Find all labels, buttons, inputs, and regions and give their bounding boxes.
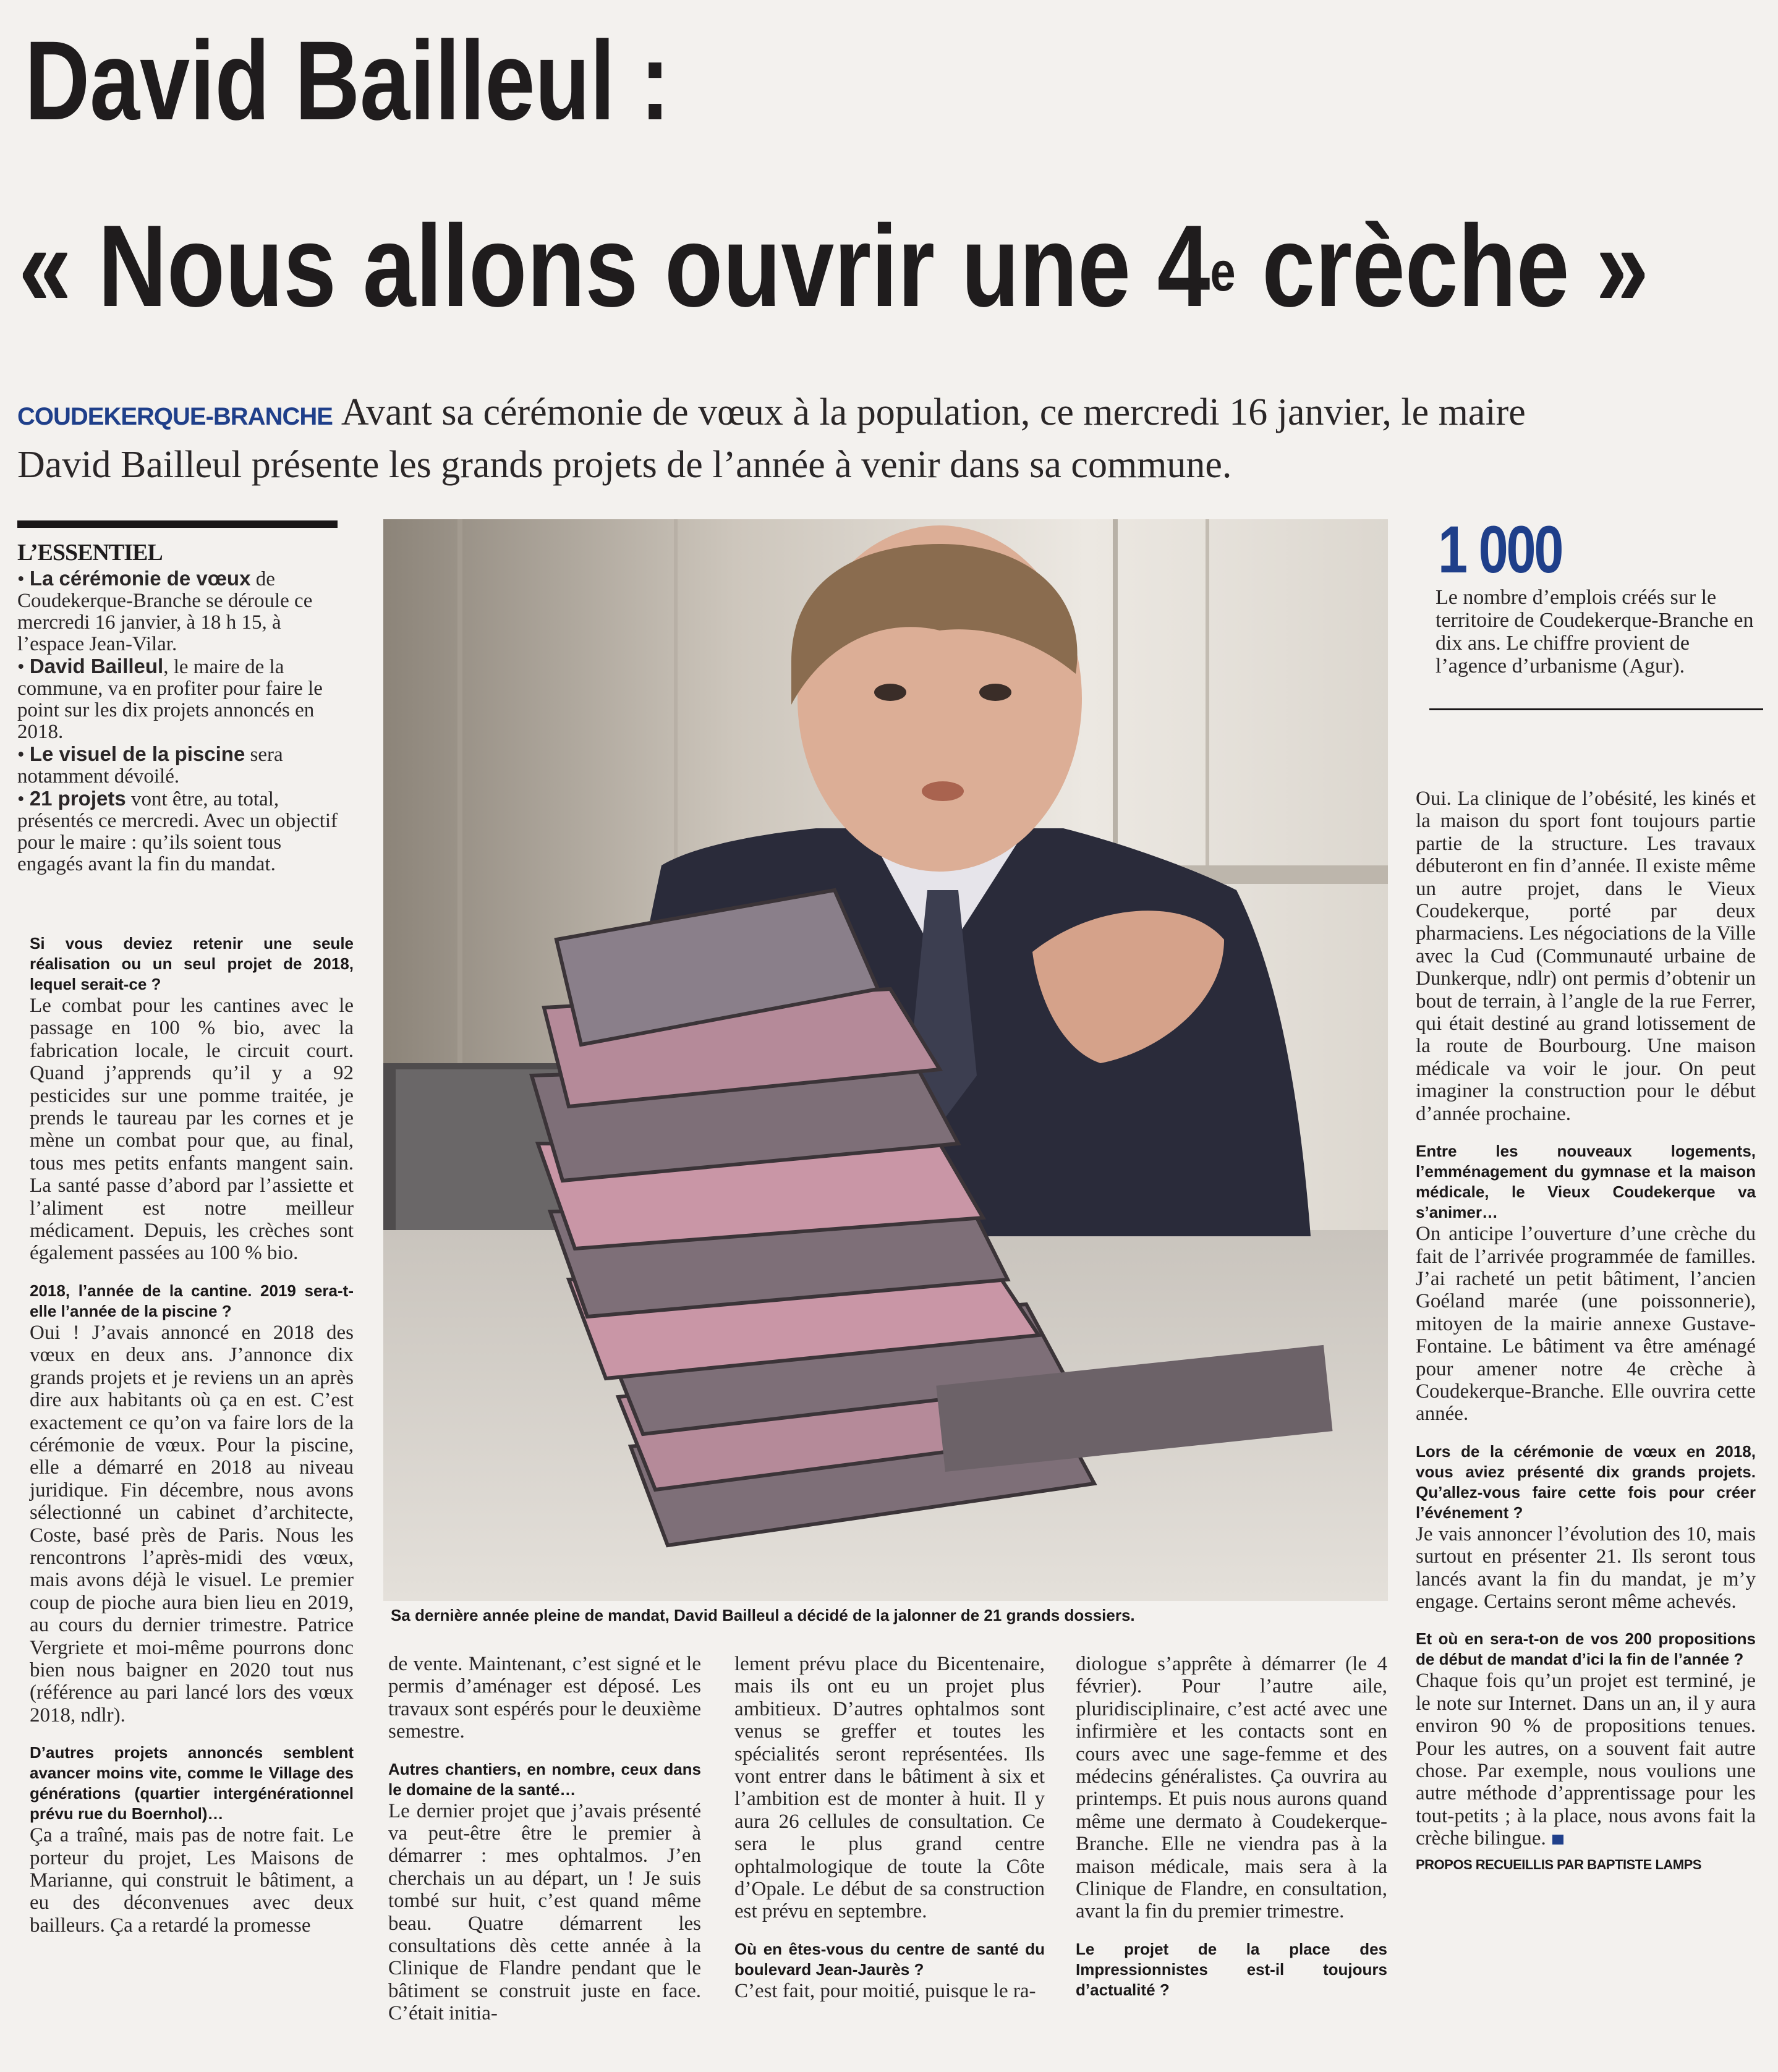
article-column-3 bbox=[734, 1653, 1045, 2002]
key-figure: 1 000 bbox=[1438, 512, 1562, 587]
headline-line2-end: crèche » bbox=[1235, 201, 1649, 331]
headline-line2-start: « Nous allons ouvrir une 4 bbox=[19, 201, 1210, 331]
sidebar-rule bbox=[1429, 708, 1763, 710]
headline-line1: David Bailleul : bbox=[25, 17, 670, 143]
essentiel-item: • Le visuel de la piscine sera notamment dévoilé. bbox=[17, 742, 283, 788]
interview-question: D’autres projets annoncés semblent avancer moins vite, comme le Village des générations (quartier intergénérationnel prévu rue du Boernhol)… bbox=[30, 1743, 354, 1824]
interview-question: 2018, l’année de la cantine. 2019 sera-t-elle l’année de la piscine ? bbox=[30, 1281, 354, 1320]
interview-answer: Le combat pour les cantines avec le passage en 100 % bio, avec la fabrication locale, le circuit court. Quand j’apprends qu’il y a 92 pesticides sur une pomme traitée, je prends le taureau par les cornes et je mène un combat pour que, au final, tous mes petits enfants mangent sain. La santé passe d’abord par l’assiette et l’aliment est notre meilleur médicament. Depuis, les crèches sont également passées au 100 % bio. bbox=[30, 995, 354, 1265]
author-credit: PROPOS RECUEILLIS PAR BAPTISTE LAMPS bbox=[1416, 1856, 1701, 1872]
essentiel-rule bbox=[17, 520, 338, 528]
interview-answer: C’est fait, pour moitié, puisque le ra- bbox=[734, 1979, 1036, 2002]
essentiel-title: L’ESSENTIEL bbox=[17, 540, 163, 566]
key-figure-description: Le nombre d’emplois créés sur le territoire de Coudekerque-Branche en dix ans. Le chiffre provient de l’agence d’urbanisme (Agur). bbox=[1436, 586, 1754, 677]
interview-answer: Ça a traîné, mais pas de notre fait. Le porteur du projet, Les Maisons de Marianne, qui construit le bâtiment, a eu des déconvenues avec deux bailleurs. Ça a retardé la promesse bbox=[30, 1824, 354, 1937]
interview-answer: Oui. La clinique de l’obésité, les kinés et la maison du sport font toujours partie partie de la structure. Les travaux débuteront en fin d’année. Il existe même un autre projet, dans le Vieux Coudekerque, porté par deux pharmaciens. Les négociations de la Ville avec la Cud (Communauté urbaine de Dunkerque, ndlr) ont permis d’obtenir un bout de terrain, à l’angle de la rue Ferrer, qui était destiné au grand lotissement de la route de Bourbourg. Une maison médicale va voir le jour. On peut imaginer la construction pour le début d’année prochaine. bbox=[1416, 788, 1756, 1125]
interview-question: Où en êtes-vous du centre de santé du boulevard Jean-Jaurès ? bbox=[734, 1939, 1045, 1979]
interview-question: Si vous deviez retenir une seule réalisation ou un seul projet de 2018, lequel serait-ce ? bbox=[30, 934, 354, 993]
article-column-5 bbox=[1416, 788, 1756, 1876]
article-column-1 bbox=[30, 933, 354, 1937]
lead-paragraph bbox=[17, 388, 1600, 489]
photo-caption: Sa dernière année pleine de mandat, David Bailleul a décidé de la jalonner de 21 grands dossiers. bbox=[391, 1606, 1135, 1624]
essentiel-list bbox=[17, 567, 340, 875]
essentiel-item: • 21 projets vont être, au total, présentés ce mercredi. Avec un objectif pour le maire : qu’ils soient tous engagés avant la fin du mandat. bbox=[17, 787, 338, 875]
interview-question: Autres chantiers, en nombre, ceux dans le domaine de la santé… bbox=[388, 1759, 701, 1799]
essentiel-item: • David Bailleul, le maire de la commune, va en profiter pour faire le point sur les dix projets annoncés en 2018. bbox=[17, 655, 323, 743]
interview-answer: diologue s’apprête à démarrer (le 4 février). Pour l’autre aile, pluridisciplinaire, c’est acté avec une infirmière et les contacts sont en cours avec une sage-femme et des médecins généralistes. Ça ouvrira au printemps. Et puis nous aurons quand même une dermato à Coudekerque-Branche. Elle ne viendra pas à la maison médicale, mais sera à la Clinique de Flandre, en consultation, avant la fin du premier trimestre. bbox=[1076, 1653, 1387, 1923]
interview-answer: Chaque fois qu’un projet est terminé, je le note sur Internet. Dans un an, il y aura environ 90 % de propositions tenues. Pour les autres, on a souvent fait autre chose. Par exemple, nous voulions une autre méthode d’apprentissage pour les tout-petits ; à la place, nous avons fait la crèche bilingue. bbox=[1416, 1670, 1756, 1850]
article-column-2 bbox=[388, 1653, 701, 2025]
interview-question: Le projet de la place des Impressionnistes est-il toujours d’actualité ? bbox=[1076, 1939, 1387, 1999]
photo-illustration bbox=[383, 519, 1388, 1601]
interview-answer: On anticipe l’ouverture d’une crèche du fait de l’arrivée programmée de familles. J’ai racheté un petit bâtiment, l’ancien Goéland marée (une poissonnerie), mitoyen de la mairie annexe Gustave-Fontaine. Le bâtiment va être aménagé pour amener notre 4e crèche à Coudekerque-Branche. Elle ouvrira cette année. bbox=[1416, 1223, 1756, 1425]
interview-question: Entre les nouveaux logements, l’emménagement du gymnase et la maison médicale, le Vieux Coudekerque va s’animer… bbox=[1416, 1142, 1756, 1222]
interview-question: Lors de la cérémonie de vœux en 2018, vous aviez présenté dix grands projets. Qu’allez-vous faire cette fois pour créer l’événement ? bbox=[1416, 1441, 1756, 1522]
essentiel-item: • La cérémonie de vœux de Coudekerque-Branche se déroule ce mercredi 16 janvier, à 18 h 15, à l’espace Jean-Vilar. bbox=[17, 567, 313, 655]
end-of-article-mark bbox=[1552, 1835, 1563, 1845]
interview-question: Et où en sera-t-on de vos 200 propositions de début de mandat d’ici la fin de l’année ? bbox=[1416, 1629, 1756, 1669]
article-column-4 bbox=[1076, 1653, 1387, 2000]
interview-answer: Le dernier projet que j’avais présenté va peut-être être le premier à démarrer : mes ophtalmos. J’en cherchais un au départ, un ! Je suis tombé sur huit, c’est quand même beau. Quatre démarrent les consultations dès cette année à la Clinique de Flandre pendant que le bâtiment se construit juste en face. C’était initia- bbox=[388, 1799, 701, 2025]
interview-answer: de vente. Maintenant, c’est signé et le permis d’aménager est déposé. Les travaux sont espérés pour le deuxième semestre. bbox=[388, 1653, 701, 1743]
headline-superscript: e bbox=[1210, 241, 1236, 303]
interview-answer: Je vais annoncer l’évolution des 10, mais surtout en présenter 21. Ils seront tous lancés avant la fin du mandat, je m’y engage. Certains seront même achevés. bbox=[1416, 1522, 1756, 1613]
portrait-photo bbox=[383, 519, 1388, 1601]
headline-line2 bbox=[19, 198, 1649, 334]
lead-text: Avant sa cérémonie de vœux à la population, ce mercredi 16 janvier, le maire David Bailleul présente les grands projets de l’année à venir dans sa commune. bbox=[17, 391, 1526, 486]
interview-answer: Oui ! J’avais annoncé en 2018 des vœux en deux ans. J’annonce dix grands projets et je reviens un an après dire aux habitants où ça en est. C’est exactement ce qu’on va faire lors de la cérémonie de vœux. Pour la piscine, elle a démarré en 2018 au niveau juridique. Fin décembre, nous avons sélectionné un cabinet d’architecte, Coste, basé près de Paris. Nous les rencontrons l’après-midi des vœux, mais avons déjà le visuel. Le premier coup de pioche aura bien lieu en 2019, au cours du dernier trimestre. Patrice Vergriete et moi-même pourrons donc bien nous baigner en 2020 tout nus (référence au pari lancé lors des vœux 2018, ndlr). bbox=[30, 1321, 354, 1726]
interview-answer: lement prévu place du Bicentenaire, mais ils ont eu un projet plus ambitieux. D’autres ophtalmos sont venus se greffer et toutes les spécialités seront représentées. Ils vont entrer dans le bâtiment à six et l’ambition est de monter à huit. Il y aura 26 cellules de consultation. Ce sera le plus grand centre ophtalmologique de toute la Côte d’Opale. Le début de sa construction est prévu en septembre. bbox=[734, 1653, 1045, 1923]
location-tag: COUDEKERQUE-BRANCHE bbox=[17, 403, 333, 430]
